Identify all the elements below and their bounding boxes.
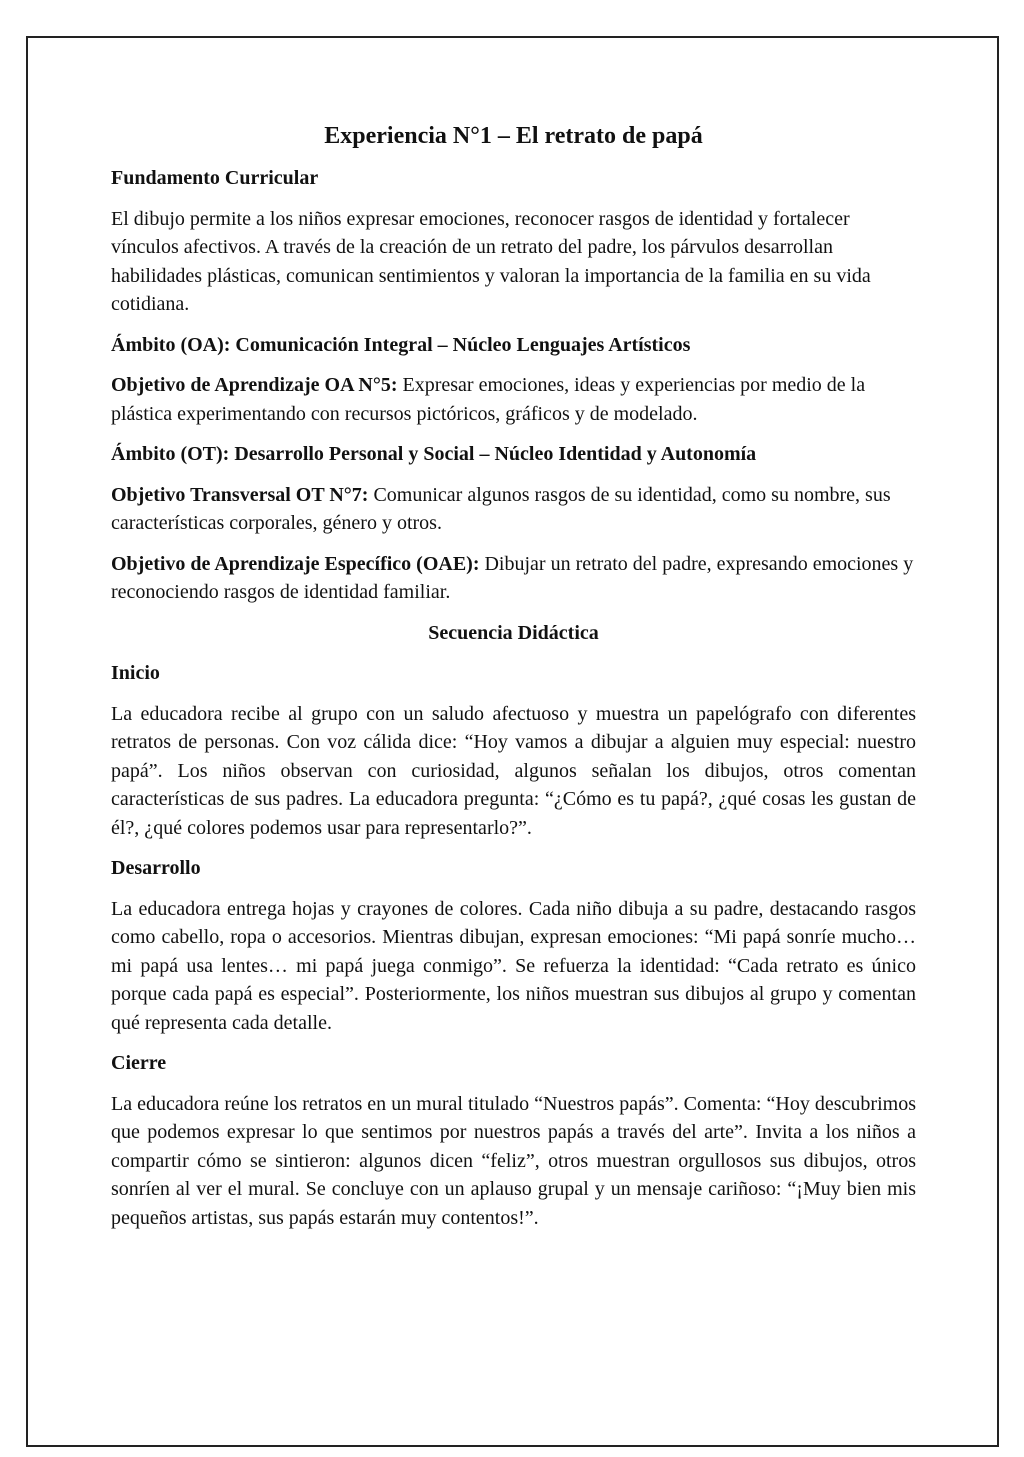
- document-title: Experiencia N°1 – El retrato de papá: [324, 123, 703, 149]
- desarrollo-heading: Desarrollo: [111, 857, 201, 879]
- fundamento-text: El dibujo permite a los niños expresar emociones, reconocer rasgos de identidad y fortalecer vínculos afectivos. A través de la creación de un retrato del padre, los párvulos desarrollan habilidades plásticas, comunican sentimientos y valoran la importancia de la familia en su vida cotidiana.: [111, 207, 871, 315]
- document-body: [111, 120, 916, 1244]
- objetivo-ot-text: Comunicar algunos rasgos de su identidad, como su nombre, sus características corporales, género y otros.: [111, 483, 891, 534]
- ambito-oa-heading: Ámbito (OA): Comunicación Integral – Núcleo Lenguajes Artísticos: [111, 333, 691, 356]
- objetivo-oa-label: Objetivo de Aprendizaje OA N°5:: [111, 374, 398, 396]
- cierre-heading: Cierre: [111, 1052, 167, 1074]
- objetivo-oa-text: Expresar emociones, ideas y experiencias por medio de la plástica experimentando con recursos pictóricos, gráficos y de modelado.: [111, 374, 866, 425]
- cierre-text: La educadora reúne los retratos en un mural titulado “Nuestros papás”. Comenta: “Hoy descubrimos que podemos expresar lo que sentimos por nuestros papás a través del arte”. Invita a los niños a compartir cómo se sintieron: algunos dicen “feliz”, otros muestran orgullosos sus dibujos, otros sonríen al ver el mural. Se concluye con un aplauso grupal y un mensaje cariñoso: “¡Muy bien mis pequeños artistas, sus papás estarán muy contentos!”.: [111, 1092, 916, 1229]
- objetivo-oa-paragraph: [111, 371, 916, 428]
- inicio-heading: Inicio: [111, 662, 160, 684]
- objetivo-oae-paragraph: [111, 550, 916, 607]
- fundamento-heading: Fundamento Curricular: [111, 167, 319, 189]
- objetivo-oae-label: Objetivo de Aprendizaje Específico (OAE):: [111, 552, 480, 575]
- objetivo-ot-label: Objetivo Transversal OT N°7:: [111, 483, 369, 506]
- desarrollo-text: La educadora entrega hojas y crayones de colores. Cada niño dibuja a su padre, destacando rasgos como cabello, ropa o accesorios. Mientras dibujan, expresan emociones: “Mi papá sonríe mucho… mi papá usa lentes… mi papá juega conmigo”. Se refuerza la identidad: “Cada retrato es único porque cada papá es especial”. Posteriormente, los niños muestran sus dibujos al grupo y comentan qué representa cada detalle.: [111, 897, 916, 1034]
- inicio-text: La educadora recibe al grupo con un saludo afectuoso y muestra un papelógrafo con diferentes retratos de personas. Con voz cálida dice: “Hoy vamos a dibujar a alguien muy especial: nuestro papá”. Los niños observan con curiosidad, algunos señalan los dibujos, otros comentan características de sus padres. La educadora pregunta: “¿Cómo es tu papá?, ¿qué cosas les gustan de él?, ¿qué colores podemos usar para representarlo?”.: [111, 702, 916, 839]
- ambito-ot-heading: Ámbito (OT): Desarrollo Personal y Social – Núcleo Identidad y Autonomía: [111, 443, 757, 465]
- objetivo-oae-text: Dibujar un retrato del padre, expresando emociones y reconociendo rasgos de identidad familiar.: [111, 552, 914, 603]
- objetivo-ot-paragraph: [111, 481, 916, 538]
- secuencia-heading: Secuencia Didáctica: [428, 621, 599, 644]
